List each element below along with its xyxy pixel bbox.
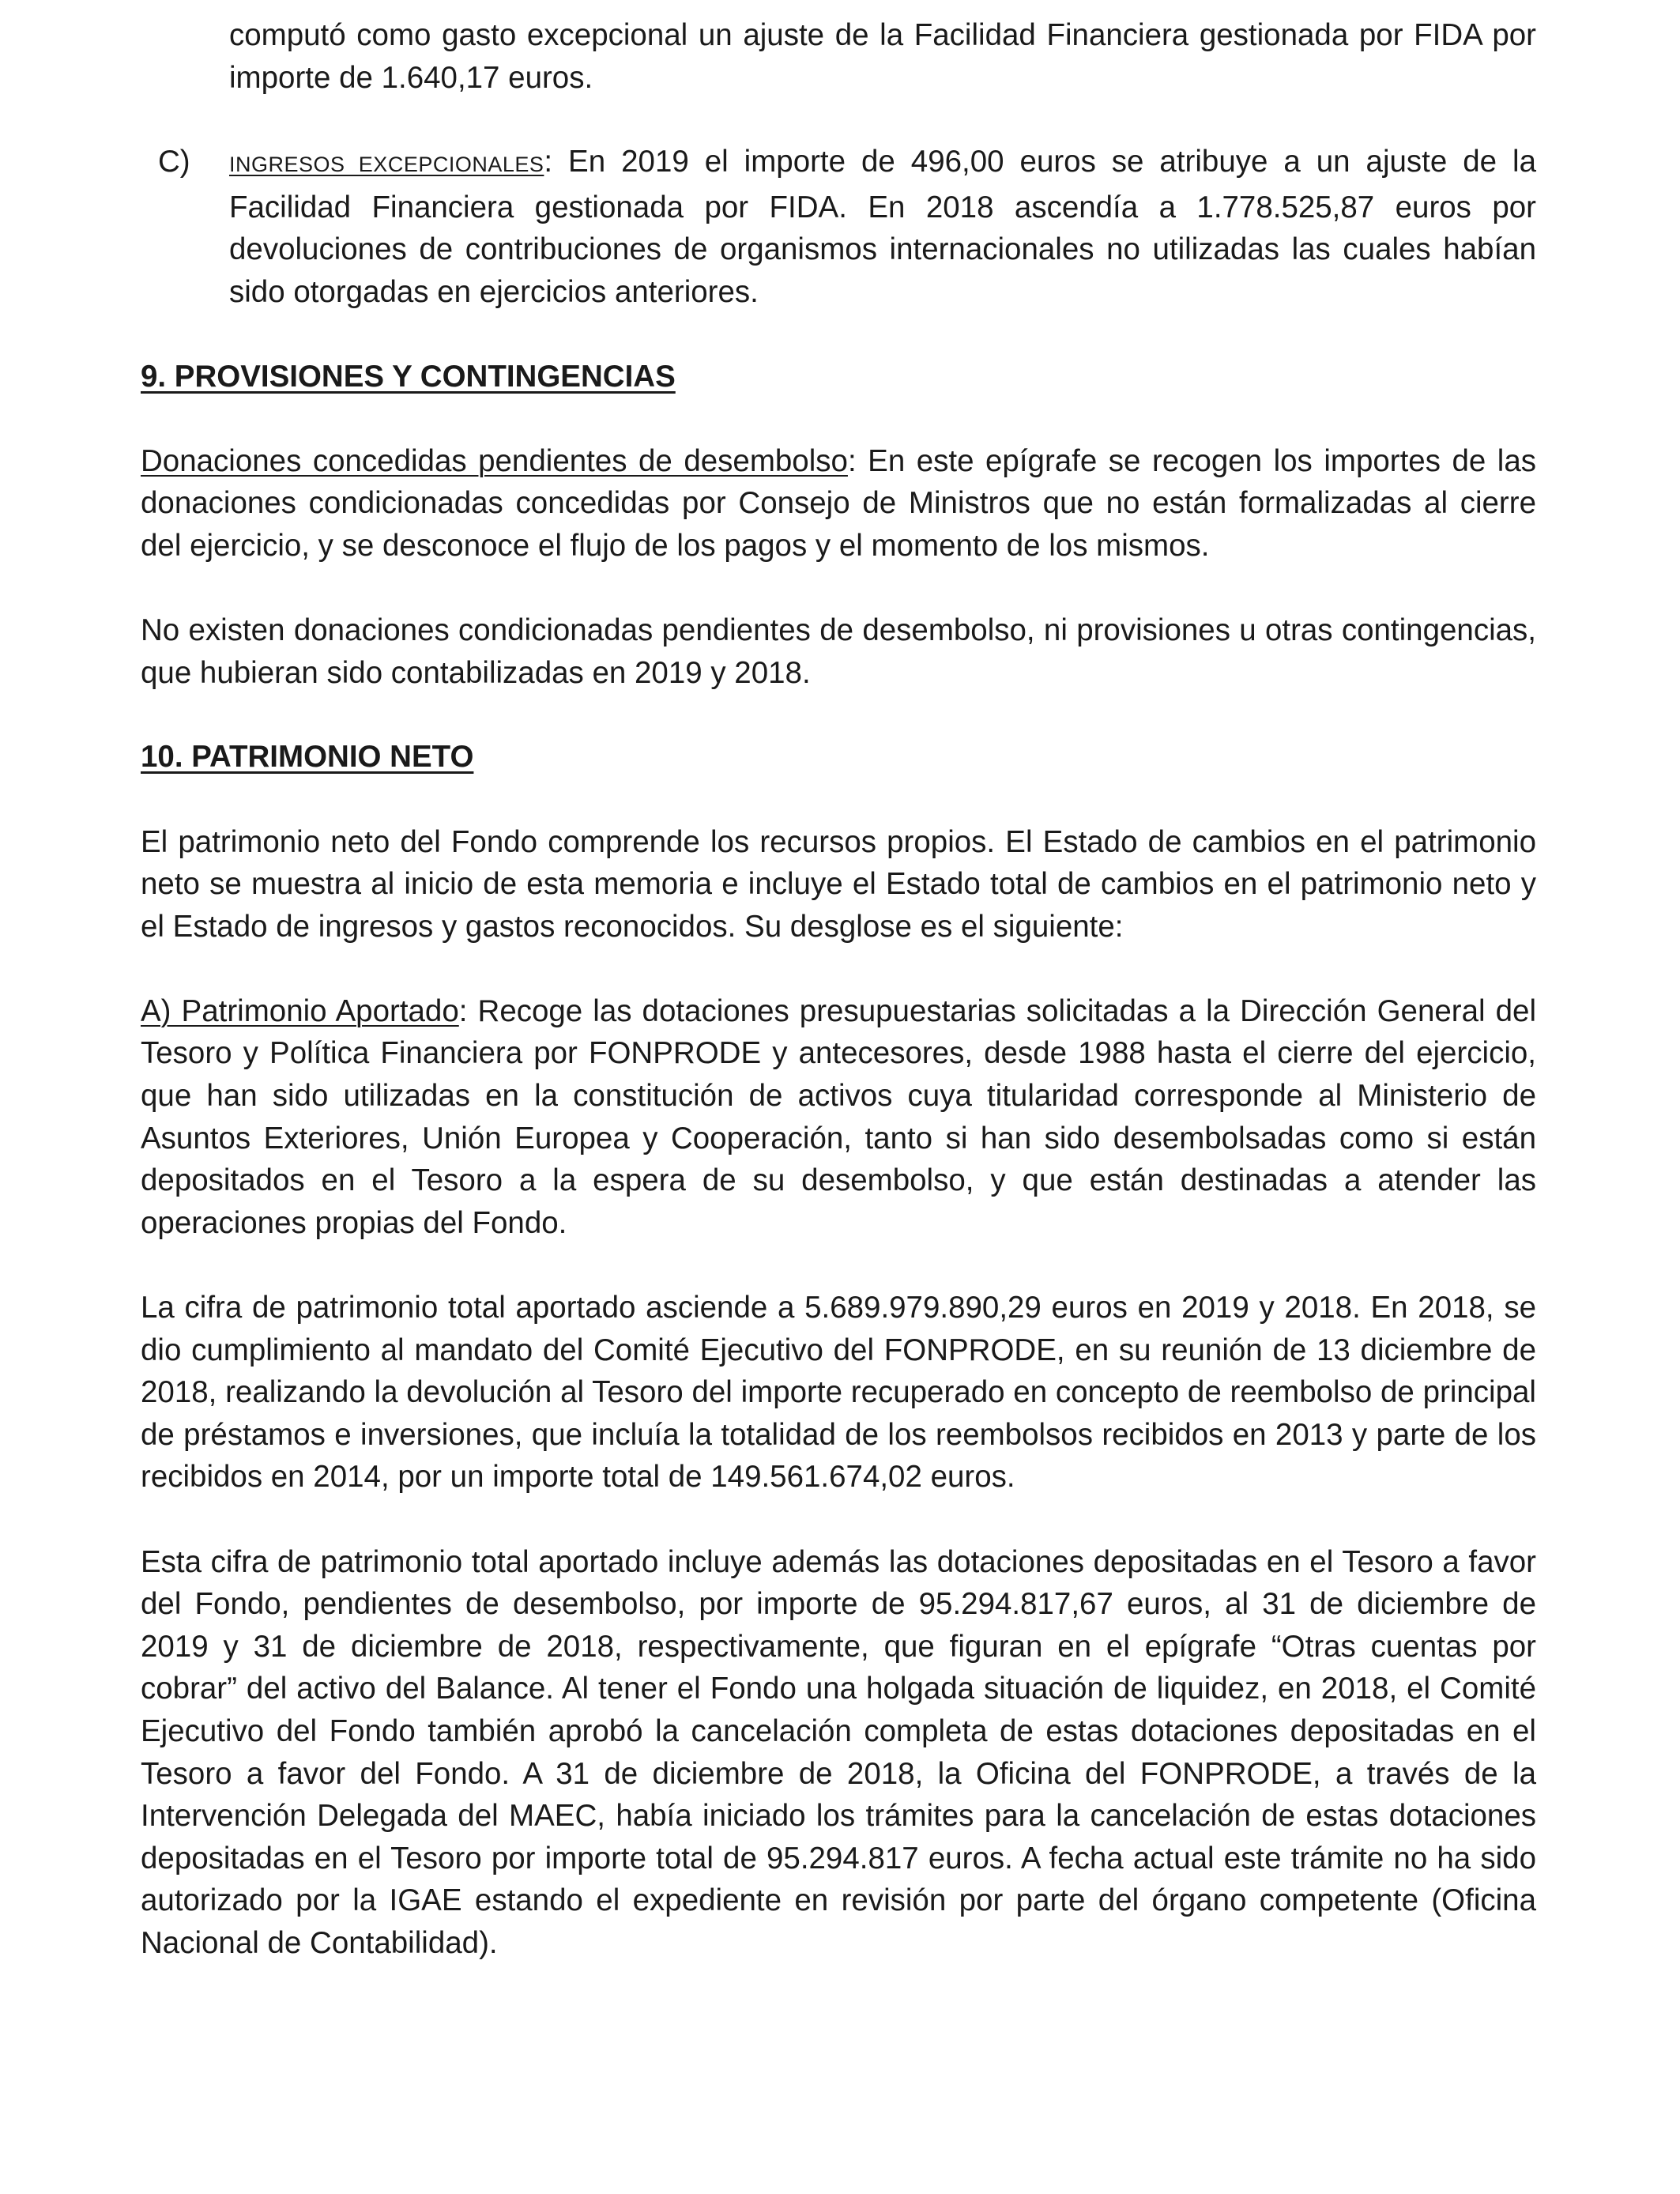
cifra-patrimonio-paragraph xyxy=(141,1287,1536,1498)
dotaciones-text: Esta cifra de patrimonio total aportado incluye además las dotaciones depositadas en el Tesoro a favor del Fondo, pendientes de desembolso, por importe de 95.294.817,67 euros, al 31 de diciembre de 2019 y 31 de diciembre de 2018, respectivamente, que figuran en el epígrafe “Otras cuentas por cobrar” del activo del Balance. Al tener el Fondo una holgada situación de liquidez, en 2018, el Comité Ejecutivo del Fondo también aprobó la cancelación completa de estas dotaciones depositadas en el Tesoro a favor del Fondo. A 31 de diciembre de 2018, la Oficina del FONPRODE, a través de la Intervención Delegada del MAEC, había iniciado los trámites para la cancelación de estas dotaciones depositadas en el Tesoro por importe total de 95.294.817 euros. A fecha actual este trámite no ha sido autorizado por la IGAE estando el expediente en revisión por parte del órgano competente (Oficina Nacional de Contabilidad). xyxy=(141,1544,1536,1960)
continuation-paragraph xyxy=(229,14,1536,99)
cifra-patrimonio-text: La cifra de patrimonio total aportado asciende a 5.689.979.890,29 euros en 2019 y 2018. En 2018, se dio cumplimiento al mandato del Comité Ejecutivo del FONPRODE, en su reunión de 13 diciembre de 2018, realizando la devolución al Tesoro del importe recuperado en concepto de reembolso de principal de préstamos e inversiones, que incluía la totalidad de los reembolsos recibidos en 2013 y parte de los recibidos en 2014, por un importe total de 149.561.674,02 euros. xyxy=(141,1291,1536,1495)
section-9-title: 9. PROVISIONES Y CONTINGENCIAS xyxy=(141,359,676,394)
donaciones-text: : En este epígrafe se recogen los importes de las donaciones condicionadas concedidas por Consejo de Ministros que no están formalizadas al cierre del ejercicio, y se desconoce el flujo de los pagos y el momento de los mismos. xyxy=(141,443,1536,563)
list-item-c xyxy=(158,141,1537,313)
patrimonio-aportado-paragraph xyxy=(141,990,1536,1245)
document-page xyxy=(141,14,1536,1965)
no-existen-paragraph xyxy=(141,609,1536,694)
patrimonio-aportado-text: : Recoge las dotaciones presupuestarias solicitadas a la Dirección General del Tesoro y Política Financiera por FONPRODE y antecesores, desde 1988 hasta el cierre del ejercicio, que han sido utilizadas en la constitución de activos cuya titularidad corresponde al Ministerio de Asuntos Exteriores, Unión Europea y Cooperación, tanto si han sido desembolsadas como si están depositados en el Tesoro a la espera de su desembolso, y que están destinadas a atender las operaciones propias del Fondo. xyxy=(141,993,1536,1240)
list-item-label: C) xyxy=(158,145,190,179)
ingresos-excepcionales-text: : En 2019 el importe de 496,00 euros se atribuye a un ajuste de la Facilidad Financiera gestionada por FIDA. En 2018 ascendía a 1.778.525,87 euros por devoluciones de contribuciones de organismos internacionales no utilizadas las cuales habían sido otorgadas en ejercicios anteriores. xyxy=(229,145,1537,309)
ingresos-excepcionales-heading: INGRESOS EXCEPCIONALES xyxy=(229,153,544,177)
donaciones-paragraph xyxy=(141,440,1536,567)
donaciones-heading: Donaciones concedidas pendientes de desembolso xyxy=(141,443,848,478)
list-item-c-paragraph xyxy=(229,141,1536,313)
dotaciones-paragraph xyxy=(141,1541,1536,1965)
no-existen-text: No existen donaciones condicionadas pendientes de desembolso, ni provisiones u otras contingencias, que hubieran sido contabilizadas en 2019 y 2018. xyxy=(141,613,1536,690)
patrimonio-neto-paragraph xyxy=(141,821,1536,948)
patrimonio-aportado-heading: A) Patrimonio Aportado xyxy=(141,993,459,1028)
section-10-title: 10. PATRIMONIO NETO xyxy=(141,740,474,775)
patrimonio-neto-text: El patrimonio neto del Fondo comprende los recursos propios. El Estado de cambios en el patrimonio neto se muestra al inicio de esta memoria e incluye el Estado total de cambios en el patrimonio neto y el Estado de ingresos y gastos reconocidos. Su desglose es el siguiente: xyxy=(141,824,1536,944)
continuation-text: computó como gasto excepcional un ajuste de la Facilidad Financiera gestionada por FIDA por importe de 1.640,17 euros. xyxy=(229,18,1536,95)
